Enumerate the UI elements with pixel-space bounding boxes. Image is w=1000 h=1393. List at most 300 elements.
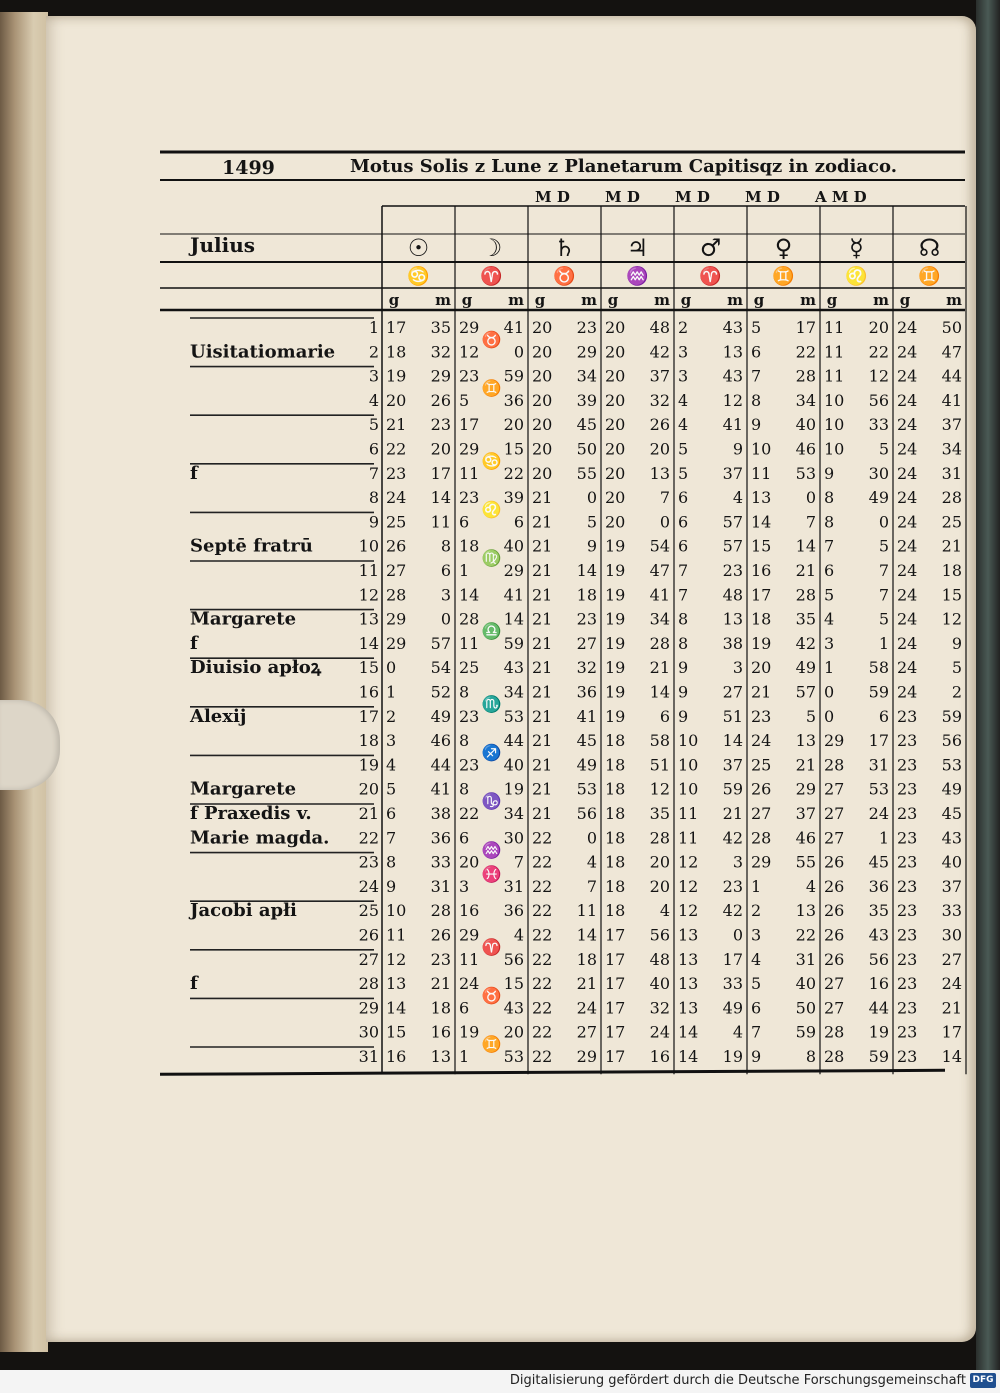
table-row — [359, 634, 962, 653]
table-cell: 30 — [503, 828, 524, 848]
table-cell: 0 — [513, 342, 524, 362]
table-cell: 11 — [459, 949, 480, 969]
table-cell: 0 — [659, 512, 670, 532]
table-cell: 33 — [868, 415, 889, 435]
table-cell: 32 — [430, 342, 451, 362]
table-cell: 17 — [605, 998, 626, 1018]
table-cell: 43 — [722, 318, 743, 337]
table-row — [369, 488, 962, 507]
table-cell: 37 — [941, 876, 962, 896]
table-cell: 9 — [751, 1047, 762, 1066]
moon-sign-marker: ♌ — [481, 500, 502, 520]
moon-sign-marker: ♉ — [481, 986, 502, 1006]
table-cell: 17 — [459, 415, 480, 435]
table-row — [359, 950, 962, 969]
table-cell: 10 — [824, 415, 845, 435]
table-cell: 8 — [751, 390, 762, 410]
table-cell: 23 — [386, 463, 407, 483]
moon-sign-marker: ♊ — [481, 378, 502, 398]
day-number: 17 — [358, 706, 379, 726]
planet-symbol: ♄ — [553, 234, 576, 262]
table-cell: 49 — [795, 658, 816, 678]
table-cell: 5 — [878, 609, 889, 629]
zodiac-sign: ♒ — [626, 266, 649, 287]
unit-header: m — [435, 291, 451, 309]
day-number: 31 — [358, 1047, 379, 1066]
table-cell: 36 — [503, 390, 524, 410]
table-cell: 21 — [532, 585, 553, 605]
moon-sign-marker: ♑ — [481, 791, 502, 811]
table-cell: 1 — [459, 1047, 470, 1066]
table-cell: 21 — [532, 512, 553, 532]
table-cell: 19 — [751, 633, 772, 653]
table-cell: 4 — [586, 852, 597, 872]
table-cell: 49 — [722, 998, 743, 1018]
table-cell: 41 — [722, 415, 743, 435]
table-cell: 5 — [824, 585, 835, 605]
table-cell: 39 — [576, 390, 597, 410]
planet-symbol: ☊ — [918, 234, 941, 262]
table-cell: 18 — [751, 609, 772, 629]
table-cell: 29 — [824, 731, 845, 751]
table-cell: 5 — [751, 318, 762, 337]
table-cell: 1 — [386, 682, 397, 702]
feast-label: Uisitatiomarie — [190, 341, 336, 363]
table-cell: 19 — [605, 585, 626, 605]
table-cell: 20 — [605, 463, 626, 483]
table-cell: 57 — [722, 512, 743, 532]
table-cell: 3 — [678, 342, 689, 362]
table-cell: 23 — [897, 779, 918, 799]
table-cell: 29 — [386, 609, 407, 629]
table-cell: 22 — [532, 949, 553, 969]
table-cell: 21 — [532, 804, 553, 823]
table-cell: 25 — [751, 755, 772, 775]
table-cell: 22 — [532, 1047, 553, 1066]
table-cell: 17 — [386, 318, 407, 337]
unit-header: m — [508, 291, 524, 309]
table-cell: 53 — [941, 755, 962, 775]
day-number: 25 — [358, 901, 379, 921]
moon-sign-marker: ♉ — [481, 330, 502, 349]
table-cell: 54 — [649, 536, 670, 556]
table-cell: 12 — [649, 779, 670, 799]
table-cell: 29 — [459, 318, 480, 337]
table-cell: 18 — [386, 342, 407, 362]
table-cell: 6 — [440, 561, 451, 580]
table-cell: 41 — [941, 390, 962, 410]
moon-sign-marker: ♎ — [481, 621, 502, 641]
table-cell: 6 — [459, 828, 470, 848]
table-cell: 40 — [503, 536, 524, 556]
table-cell: 6 — [459, 998, 470, 1018]
table-cell: 21 — [532, 731, 553, 751]
table-cell: 17 — [605, 925, 626, 945]
table-cell: 8 — [459, 731, 470, 751]
table-cell: 33 — [941, 901, 962, 921]
table-cell: 1 — [751, 876, 762, 896]
feast-label: Marie magda. — [190, 827, 330, 849]
feast-label: Septē fratrū — [190, 535, 313, 557]
table-cell: 3 — [678, 366, 689, 386]
planet-symbol: ♃ — [626, 234, 649, 262]
table-cell: 19 — [605, 536, 626, 556]
moon-sign-marker: ♒ — [481, 840, 502, 860]
day-number: 4 — [368, 390, 379, 410]
table-cell: 12 — [678, 901, 699, 921]
table-cell: 12 — [678, 876, 699, 896]
zodiac-sign: ♌ — [845, 266, 868, 287]
table-cell: 8 — [824, 488, 835, 508]
table-cell: 20 — [605, 342, 626, 362]
table-cell: 27 — [824, 828, 845, 848]
table-cell: 1 — [459, 561, 470, 580]
table-cell: 13 — [430, 1047, 451, 1066]
table-cell: 20 — [503, 1022, 524, 1042]
page-title: Motus Solis z Lune z Planetarum Capitisqz in zodiaco. — [350, 156, 897, 177]
table-cell: 19 — [605, 706, 626, 726]
table-cell: 7 — [386, 828, 397, 848]
table-cell: 13 — [678, 949, 699, 969]
table-cell: 31 — [941, 463, 962, 483]
table-cell: 25 — [459, 658, 480, 678]
table-cell: 3 — [732, 852, 743, 872]
table-cell: 23 — [897, 998, 918, 1018]
table-cell: 20 — [605, 439, 626, 459]
table-cell: 9 — [678, 658, 689, 678]
table-cell: 19 — [386, 366, 407, 386]
table-cell: 0 — [586, 828, 597, 848]
table-cell: 14 — [678, 1047, 699, 1066]
table-cell: 3 — [751, 925, 762, 945]
table-cell: 20 — [532, 415, 553, 435]
table-row — [359, 804, 962, 823]
unit-header: m — [654, 291, 670, 309]
table-cell: 19 — [605, 658, 626, 678]
table-cell: 41 — [649, 585, 670, 605]
table-cell: 29 — [430, 366, 451, 386]
table-row — [359, 901, 962, 920]
md-headers — [535, 188, 867, 206]
table-cell: 8 — [824, 512, 835, 532]
table-cell: 47 — [941, 342, 962, 362]
table-cell: 9 — [386, 876, 397, 896]
table-cell: 20 — [605, 512, 626, 532]
table-cell: 7 — [678, 585, 689, 605]
table-cell: 47 — [649, 561, 670, 580]
day-number: 11 — [358, 561, 379, 580]
table-cell: 0 — [386, 658, 397, 678]
table-cell: 49 — [868, 488, 889, 508]
table-cell: 48 — [649, 949, 670, 969]
table-cell: 30 — [941, 925, 962, 945]
table-cell: 13 — [386, 974, 407, 994]
table-cell: 19 — [503, 779, 524, 799]
footer-bar — [0, 1370, 1000, 1393]
table-cell: 21 — [532, 779, 553, 799]
table-cell: 17 — [605, 1022, 626, 1042]
table-cell: 24 — [897, 682, 918, 702]
table-cell: 2 — [678, 318, 689, 337]
table-cell: 21 — [722, 804, 743, 823]
table-cell: 11 — [576, 901, 597, 921]
table-cell: 29 — [795, 779, 816, 799]
table-cell: 36 — [868, 876, 889, 896]
table-cell: 56 — [649, 925, 670, 945]
day-number: 30 — [358, 1022, 379, 1042]
table-cell: 46 — [795, 439, 816, 459]
table-cell: 51 — [649, 755, 670, 775]
table-cell: 38 — [430, 804, 451, 823]
table-cell: 56 — [868, 949, 889, 969]
table-cell: 45 — [576, 731, 597, 751]
table-cell: 19 — [459, 1022, 480, 1042]
table-cell: 7 — [678, 561, 689, 580]
day-number: 7 — [368, 463, 379, 483]
moon-sign-marker: ♓ — [481, 864, 502, 884]
day-number: 29 — [358, 998, 379, 1018]
table-cell: 49 — [576, 755, 597, 775]
unit-header: g — [534, 291, 546, 309]
table-cell: 7 — [751, 366, 762, 386]
table-cell: 31 — [430, 876, 451, 896]
table-cell: 29 — [576, 1047, 597, 1066]
table-cell: 4 — [751, 949, 762, 969]
table-cell: 4 — [678, 390, 689, 410]
table-cell: 21 — [532, 536, 553, 556]
table-row — [359, 780, 962, 799]
zodiac-sign: ♈ — [480, 266, 503, 287]
table-cell: 0 — [586, 488, 597, 508]
table-cell: 23 — [459, 755, 480, 775]
table-cell: 37 — [795, 804, 816, 823]
table-cell: 24 — [649, 1022, 670, 1042]
table-cell: 31 — [795, 949, 816, 969]
table-cell: 53 — [576, 779, 597, 799]
table-row — [359, 707, 962, 726]
table-cell: 23 — [722, 561, 743, 580]
table-cell: 26 — [824, 852, 845, 872]
table-cell: 12 — [868, 366, 889, 386]
table-row — [369, 440, 962, 459]
planet-symbol: ☉ — [407, 234, 430, 262]
table-cell: 23 — [897, 706, 918, 726]
table-cell: 22 — [532, 974, 553, 994]
table-cell: 54 — [430, 658, 451, 678]
table-cell: 13 — [795, 901, 816, 921]
table-cell: 6 — [678, 536, 689, 556]
table-cell: 8 — [805, 1047, 816, 1066]
table-cell: 23 — [897, 852, 918, 872]
table-cell: 21 — [576, 974, 597, 994]
feast-label: Jacobi apłi — [190, 900, 297, 922]
day-number: 23 — [358, 852, 379, 872]
table-cell: 23 — [459, 706, 480, 726]
footer-credit: Digitalisierung gefördert durch die Deutsche Forschungsgemeinschaft — [509, 1373, 966, 1388]
table-cell: 40 — [503, 755, 524, 775]
table-cell: 17 — [605, 974, 626, 994]
table-cell: 43 — [722, 366, 743, 386]
table-row — [359, 1047, 962, 1066]
feast-label: Alexij — [190, 705, 247, 727]
table-cell: 21 — [532, 488, 553, 508]
table-cell: 16 — [386, 1047, 407, 1066]
table-cell: 24 — [386, 488, 407, 508]
table-cell: 0 — [824, 706, 835, 726]
table-cell: 2 — [386, 706, 397, 726]
table-cell: 23 — [430, 949, 451, 969]
table-cell: 59 — [503, 633, 524, 653]
moon-sign-marker: ♋ — [481, 451, 502, 471]
moon-sign-marker: ♍ — [481, 548, 502, 568]
day-number: 15 — [358, 658, 379, 678]
table-cell: 21 — [532, 633, 553, 653]
table-cell: 22 — [532, 876, 553, 896]
table-cell: 4 — [659, 901, 670, 921]
table-cell: 26 — [824, 925, 845, 945]
day-number: 9 — [368, 512, 379, 532]
table-cell: 14 — [649, 682, 670, 702]
table-cell: 22 — [532, 828, 553, 848]
table-cell: 4 — [513, 925, 524, 945]
table-cell: 28 — [941, 488, 962, 508]
planet-symbol: ☿ — [849, 234, 864, 262]
table-cell: 9 — [586, 536, 597, 556]
table-cell: 4 — [732, 488, 743, 508]
table-cell: 18 — [605, 804, 626, 823]
table-cell: 9 — [824, 463, 835, 483]
table-cell: 4 — [805, 876, 816, 896]
table-cell: 58 — [649, 731, 670, 751]
table-cell: 11 — [430, 512, 451, 532]
table-cell: 57 — [795, 682, 816, 702]
table-cell: 29 — [459, 925, 480, 945]
table-cell: 13 — [678, 998, 699, 1018]
table-cell: 14 — [941, 1047, 962, 1066]
table-cell: 11 — [678, 804, 699, 823]
table-cell: 27 — [576, 1022, 597, 1042]
day-number: 27 — [358, 949, 379, 969]
table-cell: 44 — [503, 731, 524, 751]
day-number: 13 — [358, 609, 379, 629]
table-cell: 34 — [576, 366, 597, 386]
table-cell: 13 — [722, 609, 743, 629]
table-cell: 26 — [649, 415, 670, 435]
table-cell: 38 — [722, 633, 743, 653]
table-cell: 12 — [722, 390, 743, 410]
feast-label: Diuisio apłoꝝ — [190, 657, 322, 679]
table-cell: 15 — [941, 585, 962, 605]
feast-label: Margarete — [190, 778, 297, 800]
table-cell: 6 — [824, 561, 835, 580]
table-cell: 37 — [722, 755, 743, 775]
table-cell: 9 — [951, 633, 962, 653]
table-cell: 23 — [751, 706, 772, 726]
table-cell: 29 — [459, 439, 480, 459]
table-row — [369, 415, 962, 434]
table-cell: 20 — [430, 439, 451, 459]
table-cell: 17 — [795, 318, 816, 337]
table-cell: 5 — [678, 439, 689, 459]
unit-header: m — [873, 291, 889, 309]
feast-labels — [188, 341, 335, 994]
table-cell: 5 — [459, 390, 470, 410]
day-number: 28 — [358, 974, 379, 994]
table-cell: 35 — [795, 609, 816, 629]
moon-sign-markers — [482, 330, 502, 1054]
table-cell: 18 — [605, 852, 626, 872]
table-cell: 21 — [795, 561, 816, 580]
table-cell: 42 — [649, 342, 670, 362]
table-cell: 18 — [605, 731, 626, 751]
table-cell: 31 — [503, 876, 524, 896]
table-cell: 9 — [732, 439, 743, 459]
table-cell: 16 — [649, 1047, 670, 1066]
table-cell: 58 — [868, 658, 889, 678]
unit-header: g — [388, 291, 400, 309]
table-cell: 23 — [897, 925, 918, 945]
table-cell: 19 — [605, 609, 626, 629]
md-header: A M D — [815, 188, 867, 206]
table-cell: 20 — [649, 852, 670, 872]
table-row — [359, 828, 962, 847]
table-cell: 28 — [430, 901, 451, 921]
day-number: 10 — [358, 536, 379, 556]
moon-sign-marker: ♈ — [481, 937, 502, 957]
table-cell: 26 — [430, 390, 451, 410]
table-cell: 24 — [897, 609, 918, 629]
table-row — [359, 755, 962, 774]
table-cell: 22 — [532, 1022, 553, 1042]
day-number: 6 — [368, 439, 379, 459]
table-cell: 21 — [532, 755, 553, 775]
table-cell: 42 — [722, 828, 743, 848]
table-cell: 27 — [824, 804, 845, 823]
table-cell: 40 — [795, 415, 816, 435]
table-cell: 23 — [897, 949, 918, 969]
day-number: 8 — [368, 488, 379, 508]
table-cell: 49 — [430, 706, 451, 726]
table-cell: 24 — [897, 536, 918, 556]
table-cell: 23 — [722, 876, 743, 896]
table-cell: 35 — [430, 318, 451, 337]
table-cell: 22 — [795, 925, 816, 945]
table-cell: 12 — [941, 609, 962, 629]
table-cell: 23 — [897, 804, 918, 823]
table-cell: 23 — [897, 828, 918, 848]
table-row — [369, 391, 962, 410]
table-cell: 32 — [649, 390, 670, 410]
table-cell: 7 — [824, 536, 835, 556]
table-cell: 19 — [605, 561, 626, 580]
table-cell: 44 — [941, 366, 962, 386]
table-cell: 2 — [951, 682, 962, 702]
table-cell: 24 — [868, 804, 889, 823]
table-cell: 39 — [503, 488, 524, 508]
table-cell: 23 — [576, 609, 597, 629]
table-cell: 18 — [430, 998, 451, 1018]
table-cell: 13 — [751, 488, 772, 508]
table-cell: 18 — [605, 828, 626, 848]
ephemeris-table — [160, 130, 960, 1090]
table-cell: 12 — [459, 342, 480, 362]
table-cell: 22 — [386, 439, 407, 459]
table-cell: 11 — [824, 366, 845, 386]
table-cell: 25 — [386, 512, 407, 532]
table-cell: 16 — [751, 561, 772, 580]
table-cell: 11 — [386, 925, 407, 945]
table-cell: 7 — [878, 561, 889, 580]
